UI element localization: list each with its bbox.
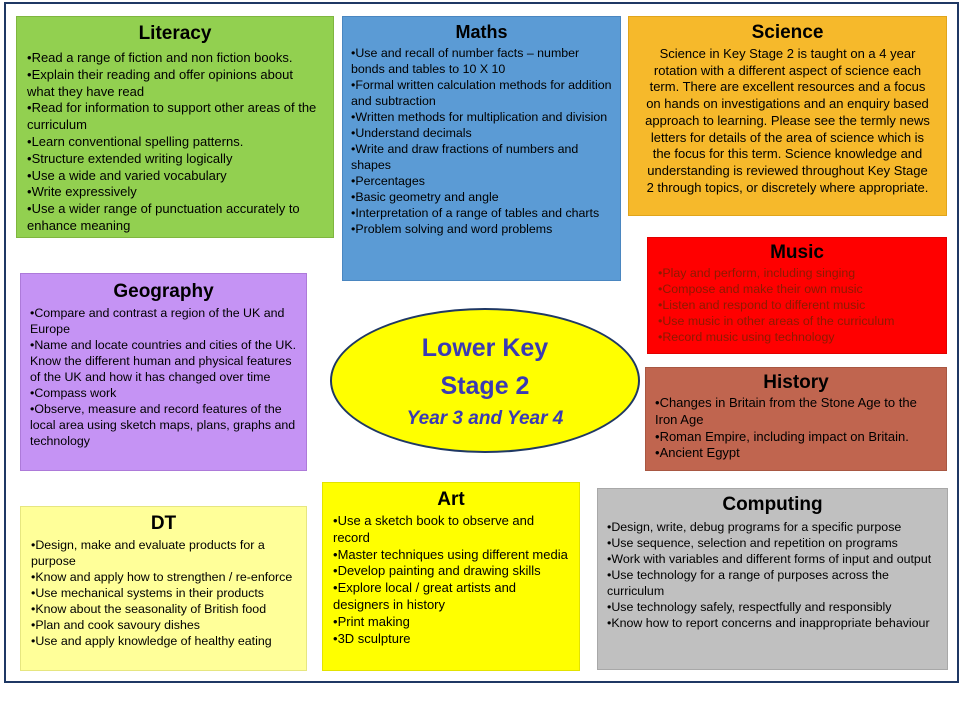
list-item: • Use a sketch book to observe and record xyxy=(333,513,569,547)
list-item: • Use and recall of number facts – number bonds and tables to 10 X 10 xyxy=(351,45,612,77)
stage-title-ellipse xyxy=(330,308,640,453)
list-item: • Written methods for multiplication and division xyxy=(351,109,612,125)
science-panel xyxy=(628,16,947,216)
list-item: • Explain their reading and offer opinions about what they have read xyxy=(27,67,323,101)
dt-panel xyxy=(20,506,307,671)
list-item: • Use music in other areas of the curriculum xyxy=(658,313,936,329)
geography-list xyxy=(30,305,297,449)
literacy-panel xyxy=(16,16,334,238)
list-item: • Name and locate countries and cities of the UK. Know the different human and physical features of the UK and how it has changed over time xyxy=(30,337,297,385)
list-item: • Compare and contrast a region of the UK and Europe xyxy=(30,305,297,337)
list-item: • Percentages xyxy=(351,173,612,189)
computing-panel xyxy=(597,488,948,670)
list-item: • Compose and make their own music xyxy=(658,281,936,297)
list-item: • Master techniques using different media xyxy=(333,547,569,564)
science-description: Science in Key Stage 2 is taught on a 4 year rotation with a different aspect of science each term. There are excellent resources and a focus on hands on investigations and an enquiry based approach to learning. Please see the termly news letters for details of the area of science which is the focus for this term. Science knowledge and understanding is reviewed throughout Key Stage 2 through topics, or discretely where appropriate. xyxy=(645,46,930,195)
list-item: • Design, write, debug programs for a specific purpose xyxy=(607,519,938,535)
list-item: • Record music using technology xyxy=(658,329,936,345)
list-item: • Know how to report concerns and inappropriate behaviour xyxy=(607,615,938,631)
list-item: • Explore local / great artists and designers in history xyxy=(333,580,569,614)
music-title: Music xyxy=(770,242,824,263)
literacy-list xyxy=(27,50,323,235)
list-item: • Listen and respond to different music xyxy=(658,297,936,313)
list-item: • Plan and cook savoury dishes xyxy=(31,617,296,633)
list-item: • Write and draw fractions of numbers and shapes xyxy=(351,141,612,173)
literacy-title: Literacy xyxy=(138,23,212,44)
list-item: • Problem solving and word problems xyxy=(351,221,612,237)
list-item: • 3D sculpture xyxy=(333,631,569,648)
maths-list xyxy=(351,45,612,237)
list-item: • Roman Empire, including impact on Britain. xyxy=(655,429,937,446)
list-item: • Print making xyxy=(333,614,569,631)
history-panel xyxy=(645,367,947,471)
list-item: • Design, make and evaluate products for a purpose xyxy=(31,537,296,569)
list-item: • Formal written calculation methods for addition and subtraction xyxy=(351,77,612,109)
computing-list xyxy=(607,519,938,631)
dt-title: DT xyxy=(150,513,177,534)
art-list xyxy=(333,513,569,647)
maths-panel xyxy=(342,16,621,281)
list-item: • Interpretation of a range of tables and charts xyxy=(351,205,612,221)
geography-panel xyxy=(20,273,307,471)
list-item: • Use technology safely, respectfully and responsibly xyxy=(607,599,938,615)
music-list xyxy=(658,265,936,345)
stage-subtitle: Year 3 and Year 4 xyxy=(406,408,564,429)
list-item: • Compass work xyxy=(30,385,297,401)
list-item: • Ancient Egypt xyxy=(655,445,937,462)
list-item: • Use mechanical systems in their products xyxy=(31,585,296,601)
art-title: Art xyxy=(437,489,465,510)
list-item: • Develop painting and drawing skills xyxy=(333,563,569,580)
science-title: Science xyxy=(751,22,824,43)
geography-title: Geography xyxy=(113,281,214,302)
list-item: • Use a wide and varied vocabulary xyxy=(27,168,323,185)
list-item: • Observe, measure and record features of the local area using sketch maps, plans, graphs and technology xyxy=(30,401,297,449)
maths-title: Maths xyxy=(455,22,508,42)
list-item: • Learn conventional spelling patterns. xyxy=(27,134,323,151)
list-item: • Write expressively xyxy=(27,184,323,201)
list-item: • Play and perform, including singing xyxy=(658,265,936,281)
list-item: • Read for information to support other areas of the curriculum xyxy=(27,100,323,134)
history-list xyxy=(655,395,937,462)
stage-title-line2: Stage 2 xyxy=(440,372,530,400)
history-title: History xyxy=(763,372,829,393)
dt-list xyxy=(31,537,296,649)
list-item: • Structure extended writing logically xyxy=(27,151,323,168)
music-panel xyxy=(647,237,947,354)
list-item: • Use a wider range of punctuation accurately to enhance meaning xyxy=(27,201,323,235)
stage-title-line1: Lower Key xyxy=(421,334,549,362)
computing-title: Computing xyxy=(722,494,823,515)
art-panel xyxy=(322,482,580,671)
list-item: • Use sequence, selection and repetition on programs xyxy=(607,535,938,551)
list-item: • Use and apply knowledge of healthy eating xyxy=(31,633,296,649)
list-item: • Use technology for a range of purposes across the curriculum xyxy=(607,567,938,599)
list-item: • Know about the seasonality of British food xyxy=(31,601,296,617)
list-item: • Understand decimals xyxy=(351,125,612,141)
list-item: • Basic geometry and angle xyxy=(351,189,612,205)
list-item: • Read a range of fiction and non fiction books. xyxy=(27,50,323,67)
list-item: • Changes in Britain from the Stone Age to the Iron Age xyxy=(655,395,937,429)
list-item: • Know and apply how to strengthen / re-enforce xyxy=(31,569,296,585)
list-item: • Work with variables and different forms of input and output xyxy=(607,551,938,567)
